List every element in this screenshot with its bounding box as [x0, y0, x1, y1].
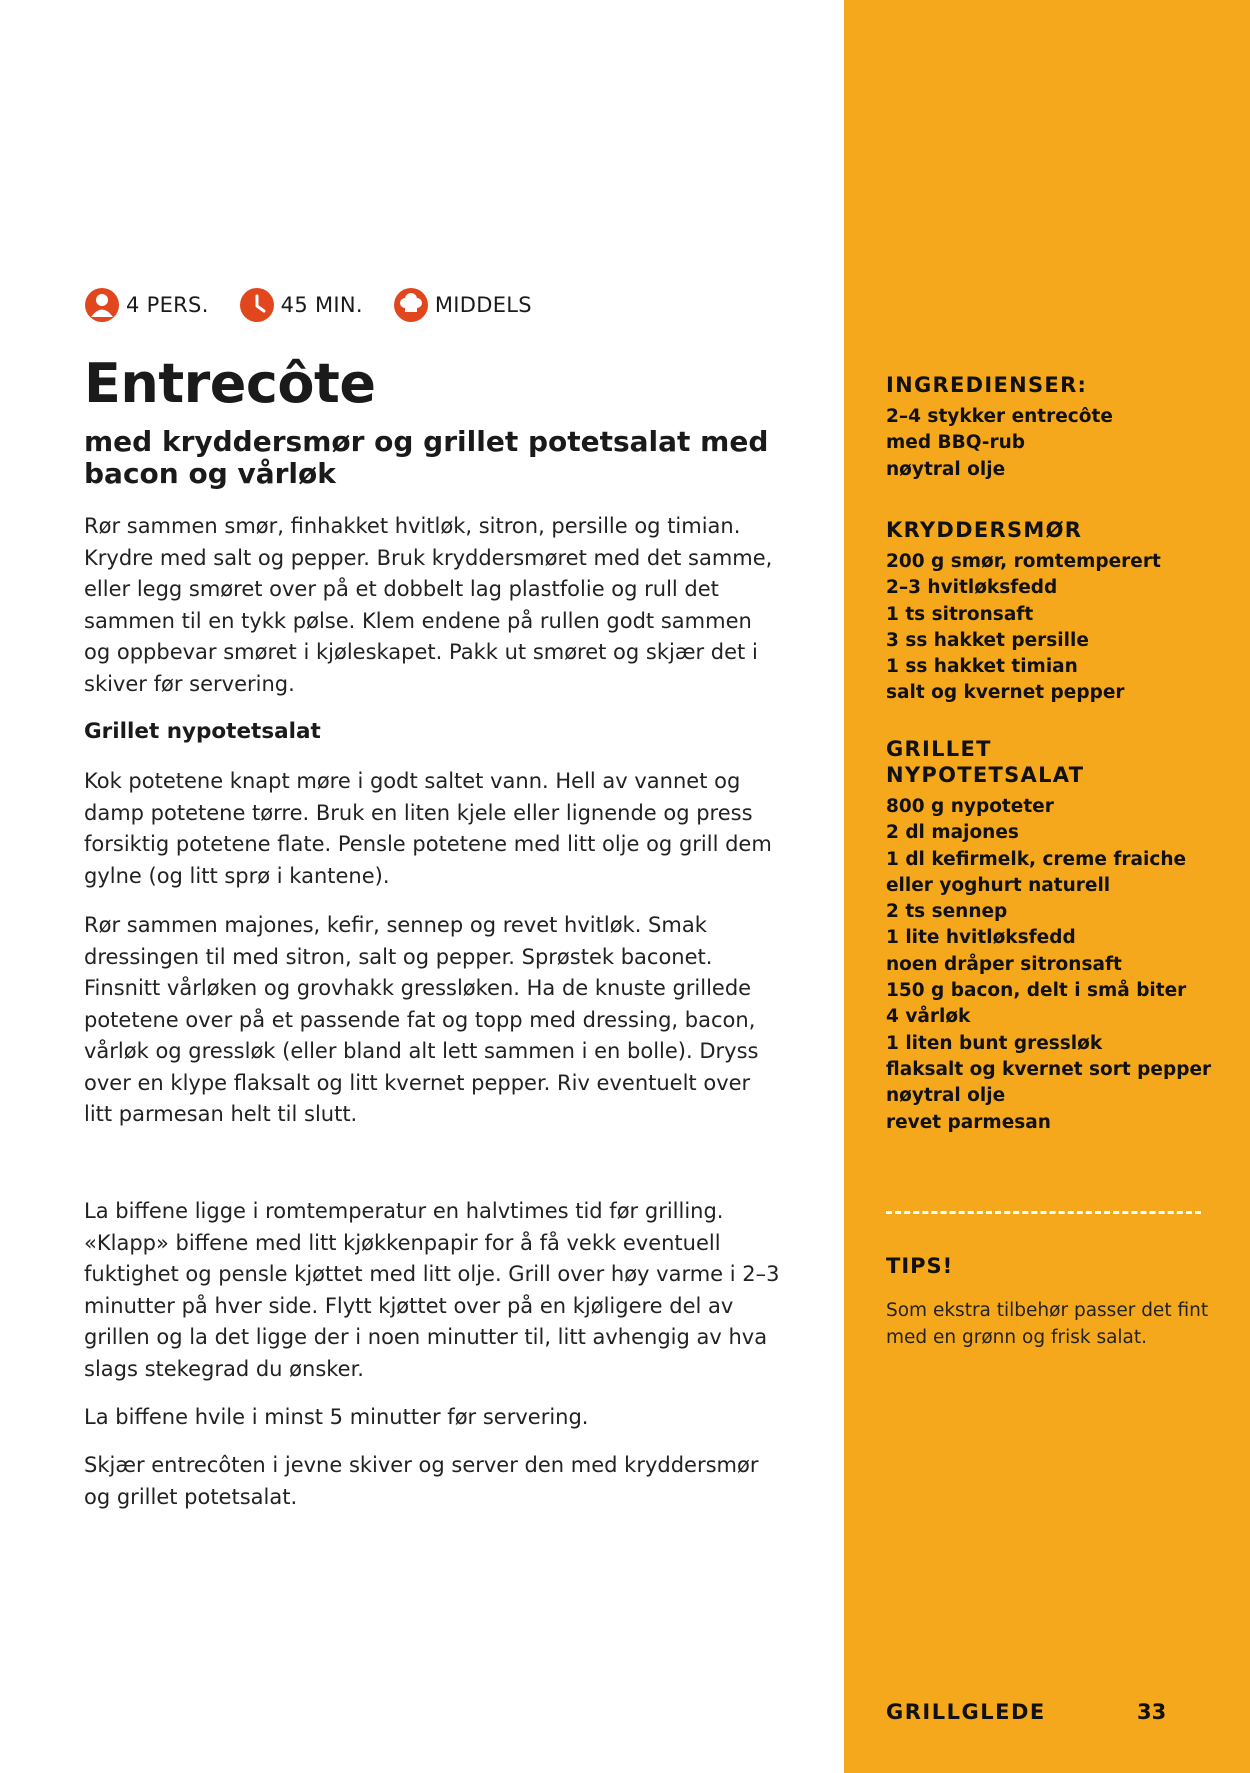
list-item: 1 ss hakket timian	[886, 656, 1078, 678]
list-item: 800 g nypoteter	[886, 796, 1054, 817]
intro-text: Rør sammen smør, finhakket hvitløk, sitron, persille og timian. Krydre med salt og pepper. Bruk kryddersmøret med det samme, eller legg smøret over på et dobbelt lag plastfolie og rull det sammen til en tykk pølse. Klem endene på rullen godt sammen og oppbevar smøret i kjøleskapet. Pakk ut smøret og skjær det i skiver før servering.	[84, 514, 773, 696]
ingredients-group-butter	[886, 517, 1236, 707]
list-item: 200 g smør, romtemperert	[886, 551, 1161, 572]
butter-heading: KRYDDERSMØR	[886, 518, 1083, 542]
recipe-title: Entrecôte	[84, 352, 376, 415]
potato-salad-heading	[886, 736, 1236, 788]
intro-paragraph	[84, 511, 784, 700]
chef-hat-icon	[393, 287, 429, 323]
meta-time	[239, 287, 363, 323]
tips-heading: TIPS!	[886, 1254, 954, 1278]
potato-salad-heading-line: NYPOTETSALAT	[886, 763, 1085, 787]
clock-icon	[239, 287, 275, 323]
grilling-paragraph	[84, 1196, 784, 1385]
list-item: 2–4 stykker entrecôte	[886, 406, 1113, 427]
dressing-text: Rør sammen majones, kefir, sennep og revet hvitløk. Smak dressingen til med sitron, salt og pepper. Sprøstek baconet. Finsnitt vårløken og grovhakk gressløken. Ha de knuste grillede potetene over på et passende fat og topp med dressing, bacon, vårløk og gressløk (eller bland alt lett sammen i en bolle). Dryss over en klype flaksalt og litt kvernet pepper. Riv eventuelt over litt parmesan helt til slutt.	[84, 913, 759, 1126]
persons-label: 4 PERS.	[126, 293, 209, 317]
list-item: nøytral olje	[886, 1085, 1006, 1107]
serve-paragraph	[84, 1450, 784, 1513]
list-item: 2 dl majones	[886, 822, 1019, 844]
time-label: 45 MIN.	[280, 293, 363, 317]
list-item: 150 g bacon, delt i små biter	[886, 980, 1187, 1002]
ingredients-heading: INGREDIENSER:	[886, 373, 1088, 397]
potato-salad-heading-line: GRILLET	[886, 737, 992, 761]
page-number: 33	[1137, 1700, 1167, 1724]
list-item: 1 liten bunt gressløk	[886, 1032, 1103, 1054]
footer-brand: GRILLGLEDE	[886, 1700, 1046, 1724]
list-item: nøytral olje	[886, 458, 1006, 480]
list-item: flaksalt og kvernet sort pepper	[886, 1058, 1212, 1080]
list-item: noen dråper sitronsaft	[886, 953, 1122, 975]
list-item: 1 dl kefirmelk, creme fraiche	[886, 848, 1187, 870]
list-item: 1 lite hvitløksfedd	[886, 927, 1076, 949]
potato-text: Kok potetene knapt møre i godt saltet vann. Hell av vannet og damp potetene tørre. Bruk en liten kjele eller lignende og press forsiktig potetene flate. Pensle potetene med litt olje og grill dem gylne (og litt sprø i kantene).	[84, 769, 772, 888]
list-item: 1 ts sitronsaft	[886, 603, 1034, 625]
list-item: 2 ts sennep	[886, 901, 1008, 923]
list-item: salt og kvernet pepper	[886, 682, 1125, 704]
rest-paragraph	[84, 1402, 784, 1434]
person-icon	[84, 287, 120, 323]
butter-list	[886, 549, 1236, 707]
ingredients-group-main	[886, 372, 1236, 483]
grilling-text: La biffene ligge i romtemperatur en halvtimes tid før grilling. «Klapp» biffene med litt kjøkkenpapir for å få vekk eventuell fuktighet og pensle kjøttet med litt olje. Grill over høy varme i 2–3 minutter på hver side. Flytt kjøttet over på en kjøligere del av grillen og la det ligge der i noen minutter til, litt avhengig av hva slags stekegrad du ønsker.	[84, 1199, 780, 1381]
tips-text: Som ekstra tilbehør passer det fint med en grønn og frisk salat.	[886, 1300, 1209, 1348]
list-item: eller yoghurt naturell	[886, 874, 1111, 896]
list-item: med BBQ-rub	[886, 432, 1025, 454]
ingredients-list	[886, 404, 1236, 483]
list-item: 3 ss hakket persille	[886, 629, 1089, 651]
meta-difficulty	[393, 287, 532, 323]
recipe-subtitle: med kryddersmør og grillet potetsalat med bacon og vårløk	[84, 425, 769, 490]
dressing-paragraph	[84, 910, 784, 1131]
section-heading: Grillet nypotetsalat	[84, 719, 321, 744]
list-item: 2–3 hvitløksfedd	[886, 577, 1058, 599]
list-item: 4 vårløk	[886, 1006, 971, 1028]
ingredients-group-potato-salad	[886, 736, 1236, 1136]
serve-text: Skjær entrecôten i jevne skiver og server den med kryddersmør og grillet potetsalat.	[84, 1453, 759, 1509]
potato-salad-list	[886, 794, 1236, 1136]
recipe-meta	[84, 285, 562, 325]
list-item: revet parmesan	[886, 1111, 1051, 1133]
dashed-divider	[886, 1211, 1201, 1214]
meta-persons	[84, 287, 209, 323]
potato-paragraph	[84, 766, 784, 892]
difficulty-label: MIDDELS	[434, 293, 532, 317]
rest-text: La biffene hvile i minst 5 minutter før servering.	[84, 1405, 589, 1429]
